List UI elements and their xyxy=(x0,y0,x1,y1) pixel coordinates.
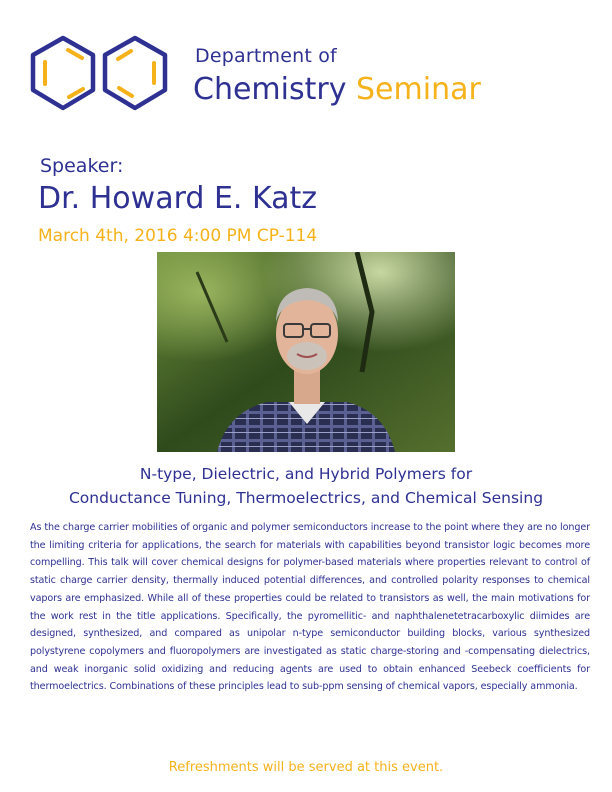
chemistry-word: Chemistry xyxy=(193,72,347,107)
talk-title-line-2: Conductance Tuning, Thermoelectrics, and Chemical Sensing xyxy=(68,489,544,507)
department-title xyxy=(193,72,481,108)
event-date-location: March 4th, 2016 4:00 PM CP-114 xyxy=(38,226,318,246)
talk-title xyxy=(10,462,602,510)
speaker-label: Speaker: xyxy=(40,155,124,177)
talk-title-line-1: N-type, Dielectric, and Hybrid Polymers for xyxy=(139,465,473,483)
department-label: Department of xyxy=(195,45,337,67)
seminar-word: Seminar xyxy=(356,72,481,107)
speaker-portrait-photo xyxy=(157,252,455,452)
benzene-rings-logo-icon xyxy=(22,20,182,146)
talk-abstract: As the charge carrier mobilities of organic and polymer semiconductors increase to the point where they are no longer the limiting criteria for applications, the search for materials with capabilities beyond transistor logic becomes more compelling. This talk will cover chemical designs for polymer-based materials where properties relevant to control of static charge carrier density, thermally induced potential differences, and controlled polarity responses to chemical vapors are emphasized. While all of these properties could be related to transistors as well, the main motivations for the work rest in the title applications. Specifically, the pyromellitic- and naphthalenetetracarboxylic diimides are designed, synthesized, and compared as unipolar n-type semiconductor building blocks, various synthesized polystyrene copolymers and fluoropolymers are investigated as static charge-storing and -compensating dielectrics, and weak inorganic solid oxidizing and reducing agents are used to obtain enhanced Seebeck coefficients for thermoelectrics. Combinations of these principles lead to sub-ppm sensing of chemical vapors, especially ammonia. xyxy=(30,522,590,693)
speaker-name: Dr. Howard E. Katz xyxy=(38,181,318,216)
refreshments-note: Refreshments will be served at this event. xyxy=(168,760,444,775)
